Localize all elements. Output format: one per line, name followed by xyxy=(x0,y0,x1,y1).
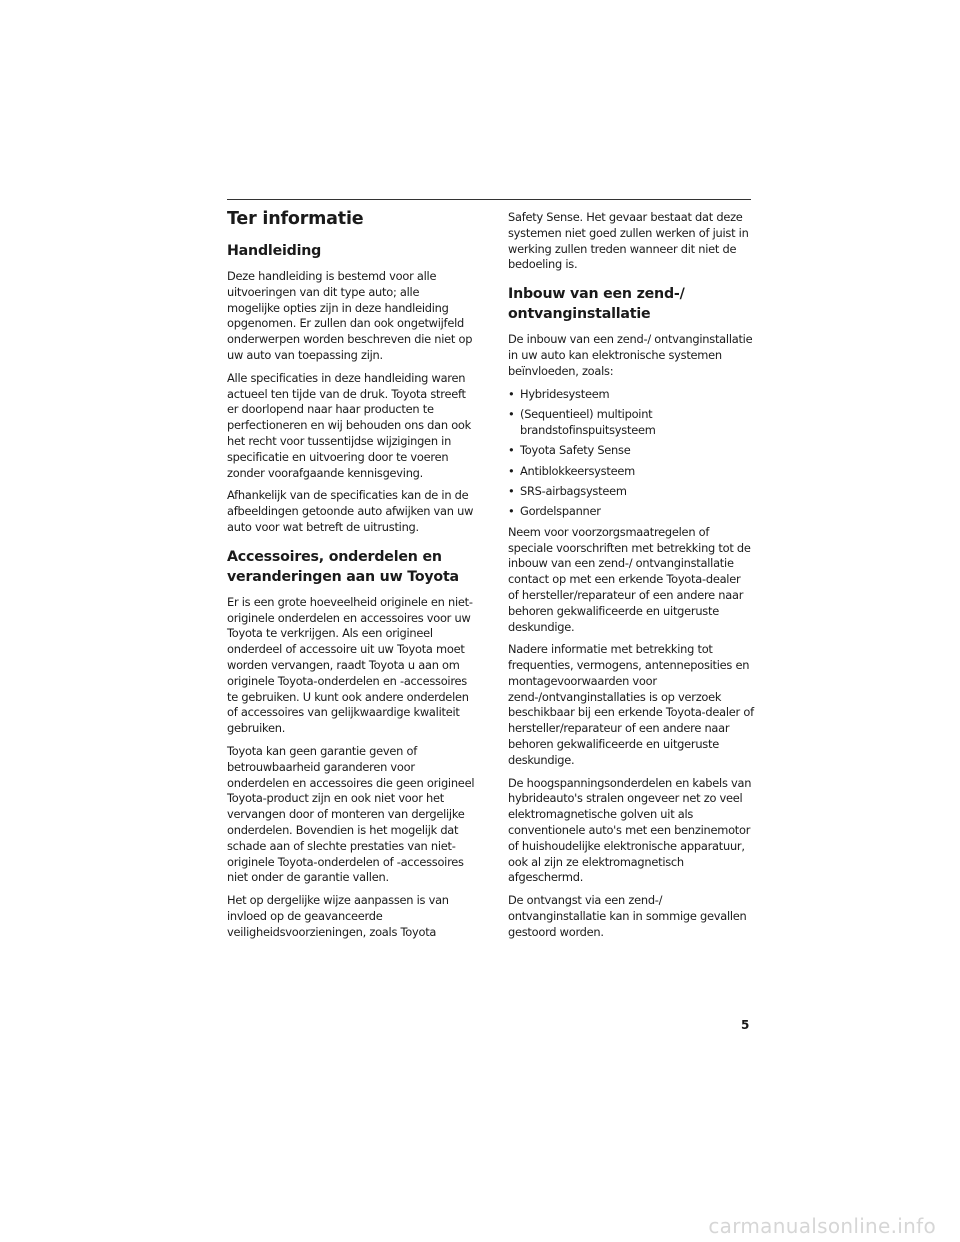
header-rule xyxy=(227,199,751,200)
paragraph: Deze handleiding is bestemd voor alle uitvoeringen van dit type auto; alle mogelijke opties zijn in deze handleiding opgenomen. Er zullen dan ook ongetwijfeld onderwerpen worden beschreven die niet op uw auto van toepassing zijn. xyxy=(227,269,473,362)
heading-line: Accessoires, onderdelen en xyxy=(227,548,442,565)
bullet-icon: • xyxy=(508,386,515,401)
list-item: • Antiblokkeersysteem xyxy=(508,463,635,478)
paragraph: Er is een grote hoeveelheid originele en niet-originele onderdelen en accessoires voor uw Toyota te verkrijgen. Als een origineel onderdeel of accessoire uit uw Toyota moet worden vervangen, raadt Toyota u aan om originele Toyota-onderdelen en -accessoires te gebruiken. U kunt ook andere onderdelen of accessoires van gelijkwaardige kwaliteit gebruiken. xyxy=(227,594,473,736)
paragraph: Safety Sense. Het gevaar bestaat dat deze systemen niet goed zullen werken of juist in werking zullen treden wanneer dit niet de bedoeling is. xyxy=(508,210,749,272)
heading-line: Inbouw van een zend-/ xyxy=(508,286,685,303)
bullet-icon: • xyxy=(508,504,515,519)
list-item: • Toyota Safety Sense xyxy=(508,443,631,458)
section-heading-handleiding: Handleiding xyxy=(227,243,322,259)
paragraph: Nadere informatie met betrekking tot frequenties, vermogens, antenneposities en montagevoorwaarden voor zend-/ontvanginstallaties is op verzoek beschikbaar bij een erkende Toyota-dealer of hersteller/reparateur of een andere naar behoren gekwalificeerde en uitgeruste deskundige. xyxy=(508,642,754,767)
section-heading-inbouw xyxy=(508,284,754,324)
left-column xyxy=(227,207,475,947)
paragraph: Afhankelijk van de specificaties kan de in de afbeeldingen getoonde auto afwijken van uw auto voor wat betreft de uitrusting. xyxy=(227,488,474,534)
list-item: • Hybridesysteem xyxy=(508,386,610,401)
list-item: • SRS-airbagsysteem xyxy=(508,483,627,498)
bullet-icon: • xyxy=(508,443,515,458)
page-title: Ter informatie xyxy=(227,209,364,229)
page-number: 5 xyxy=(741,1018,750,1032)
list-item: • Gordelspanner xyxy=(508,504,601,519)
affected-systems-list xyxy=(508,387,754,521)
paragraph: De inbouw van een zend-/ ontvanginstallatie in uw auto kan elektronische systemen beïnvloeden, zoals: xyxy=(508,332,753,378)
bullet-icon: • xyxy=(508,483,515,498)
right-column xyxy=(508,210,754,948)
heading-line: ontvanginstallatie xyxy=(508,306,651,323)
paragraph: Alle specificaties in deze handleiding waren actueel ten tijde van de druk. Toyota streeft er doorlopend naar haar producten te perfectioneren en wij behouden ons dan ook het recht voor tussentijdse wijzigingen in specificatie en uitvoering door te voeren zonder voorafgaande kennisgeving. xyxy=(227,370,471,480)
section-heading-accessoires xyxy=(227,547,475,587)
paragraph: Toyota kan geen garantie geven of betrouwbaarheid garanderen voor onderdelen en accessoires die geen origineel Toyota-product zijn en ook niet voor het vervangen door of monteren van dergelijke onderdelen. Bovendien is het mogelijk dat schade aan of slechte prestaties van niet-originele Toyota-onderdelen of -accessoires niet onder de garantie vallen. xyxy=(227,743,475,885)
heading-line: veranderingen aan uw Toyota xyxy=(227,568,459,585)
paragraph: De hoogspanningsonderdelen en kabels van hybrideauto's stralen ongeveer net zo veel elektromagnetische golven uit als conventionele auto's met een benzinemotor of huishoudelijke elektronische apparatuur, ook al zijn ze elektromagnetisch afgeschermd. xyxy=(508,775,752,885)
bullet-icon: • xyxy=(508,463,515,478)
list-item: • (Sequentieel) multipoint brandstofinspuitsysteem xyxy=(508,406,656,437)
paragraph: De ontvangst via een zend-/ ontvanginstallatie kan in sommige gevallen gestoord worden. xyxy=(508,893,747,939)
watermark[interactable]: carmanualsonline.info xyxy=(708,1214,936,1238)
bullet-icon: • xyxy=(508,406,515,421)
paragraph: Het op dergelijke wijze aanpassen is van invloed op de geavanceerde veiligheidsvoorzieningen, zoals Toyota xyxy=(227,893,449,939)
paragraph: Neem voor voorzorgsmaatregelen of speciale voorschriften met betrekking tot de inbouw van een zend-/ ontvanginstallatie contact op met een erkende Toyota-dealer of hersteller/reparateur of een andere naar behoren gekwalificeerde en uitgeruste deskundige. xyxy=(508,524,751,634)
